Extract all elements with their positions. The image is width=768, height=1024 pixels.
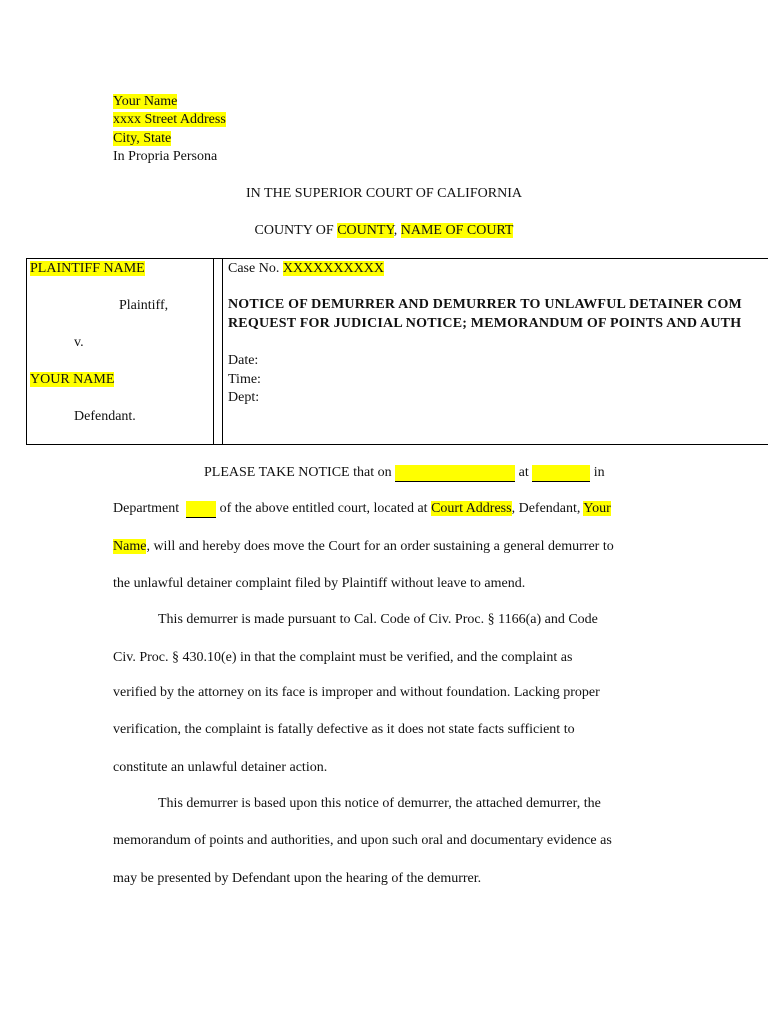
plaintiff-name: PLAINTIFF NAME — [30, 261, 145, 276]
header-city: City, State — [113, 131, 172, 146]
header-status: In Propria Persona — [113, 149, 218, 164]
hearing-time-blank — [532, 465, 590, 482]
body-line-11: memorandum of points and authorities, and upon such oral and documentary evidence as — [113, 833, 612, 848]
hearing-time-label: Time: — [228, 372, 261, 387]
body-line-1: PLEASE TAKE NOTICE that on at in — [204, 465, 605, 480]
hearing-date-blank — [395, 465, 515, 482]
body-line-7: verified by the attorney on its face is improper and without foundation. Lacking proper — [113, 685, 600, 700]
department-blank — [186, 501, 216, 518]
body-line-9: constitute an unlawful detainer action. — [113, 760, 328, 775]
case-title-line2: REQUEST FOR JUDICIAL NOTICE; MEMORANDUM OF POINTS AND AUTH — [228, 316, 742, 331]
body-line-2: Department of the above entitled court, located at Court Address, Defendant, Your — [113, 501, 611, 516]
body-line-12: may be presented by Defendant upon the hearing of the demurrer. — [113, 871, 482, 886]
body-line-10: This demurrer is based upon this notice of demurrer, the attached demurrer, the — [158, 796, 601, 811]
header-name: Your Name — [113, 94, 178, 109]
caption-box — [26, 258, 768, 445]
header-street: xxxx Street Address — [113, 112, 226, 127]
case-number: Case No. XXXXXXXXXX — [228, 261, 384, 276]
body-line-6: Civ. Proc. § 430.10(e) in that the complaint must be verified, and the complaint as — [113, 650, 573, 665]
hearing-dept-label: Dept: — [228, 390, 260, 405]
versus: v. — [74, 335, 84, 350]
body-line-5: This demurrer is made pursuant to Cal. Code of Civ. Proc. § 1166(a) and Code — [158, 612, 598, 627]
defendant-label: Defendant. — [74, 409, 136, 424]
caption-divider-right — [222, 258, 223, 444]
plaintiff-label: Plaintiff, — [119, 298, 169, 313]
body-line-3: Name, will and hereby does move the Court for an order sustaining a general demurrer to — [113, 539, 614, 554]
caption-divider-left — [213, 258, 214, 444]
body-line-4: the unlawful detainer complaint filed by Plaintiff without leave to amend. — [113, 576, 526, 591]
defendant-name: YOUR NAME — [30, 372, 115, 387]
court-title: IN THE SUPERIOR COURT OF CALIFORNIA — [246, 186, 522, 201]
hearing-date-label: Date: — [228, 353, 259, 368]
court-county-line: COUNTY OF COUNTY, NAME OF COURT — [254, 223, 514, 238]
case-title-line1: NOTICE OF DEMURRER AND DEMURRER TO UNLAWFUL DETAINER COM — [228, 297, 742, 312]
body-line-8: verification, the complaint is fatally defective as it does not state facts sufficient to — [113, 722, 575, 737]
